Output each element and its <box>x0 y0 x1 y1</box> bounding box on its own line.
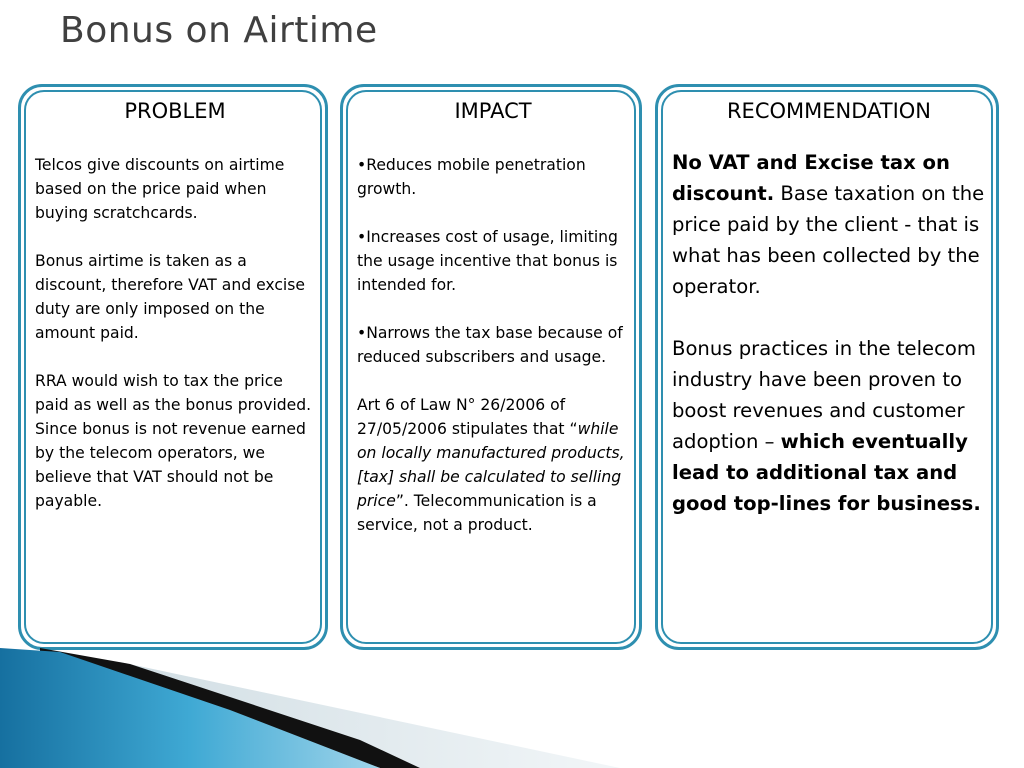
impact-heading: IMPACT <box>454 99 532 123</box>
impact-bullet: •Narrows the tax base because of reduced subscribers and usage. <box>357 324 623 366</box>
recommendation-bold-lead: No VAT and Excise tax on discount. <box>672 151 950 205</box>
problem-paragraph: Telcos give discounts on airtime based on the price paid when buying scratchcards. <box>35 156 285 222</box>
law-outro: ”. Telecommunication is a service, not a product. <box>357 492 597 534</box>
recommendation-heading: RECOMMENDATION <box>726 99 932 123</box>
law-quote: while on locally manufactured products, [tax] shall be calculated to selling price <box>357 420 625 510</box>
problem-paragraph: RRA would wish to tax the price paid as well as the bonus provided. Since bonus is not revenue earned by the telecom operators, we believe that VAT should not be payable. <box>35 372 312 510</box>
impact-bullet: •Reduces mobile penetration growth. <box>357 156 586 198</box>
recommendation-text: Bonus practices in the telecom industry have been proven to boost revenues and customer adoption – <box>672 337 976 453</box>
law-intro: Art 6 of Law N° 26/2006 of 27/05/2006 stipulates that “ <box>357 396 578 438</box>
problem-heading: PROBLEM <box>124 99 226 123</box>
problem-paragraph: Bonus airtime is taken as a discount, therefore VAT and excise duty are only imposed on the amount paid. <box>35 252 305 342</box>
recommendation-text: Base taxation on the price paid by the client - that is what has been collected by the operator. <box>672 182 985 298</box>
recommendation-bold-conclusion: which eventually lead to additional tax and good top-lines for business. <box>672 430 981 515</box>
slide-title: Bonus on Airtime <box>60 10 378 51</box>
impact-bullet: •Increases cost of usage, limiting the usage incentive that bonus is intended for. <box>357 228 618 294</box>
